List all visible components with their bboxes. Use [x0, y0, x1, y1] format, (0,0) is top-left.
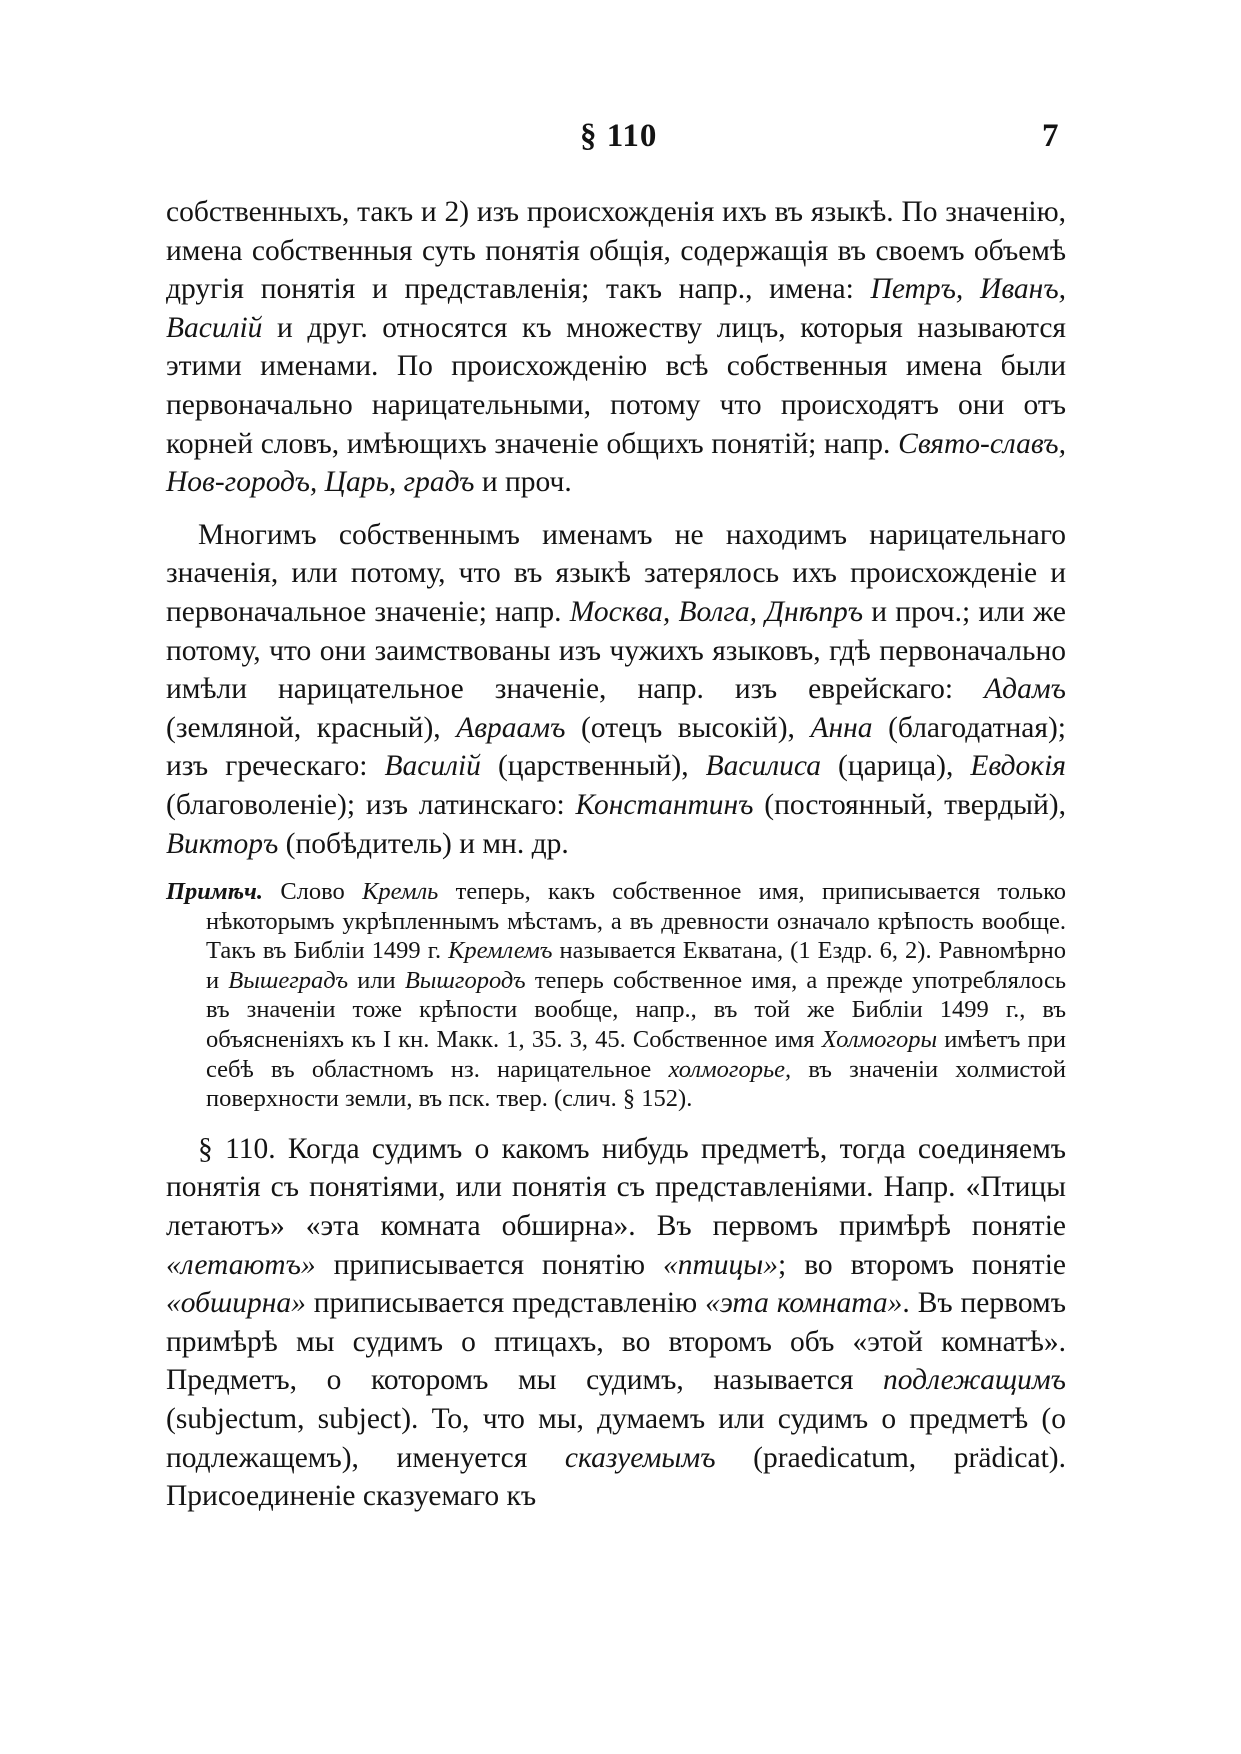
text-run: . Въ первомъ примѣрѣ мы судимъ о птицахъ, во второмъ объ «этой комнатѣ». Предметъ, о которомъ мы судимъ, называется	[166, 1287, 1066, 1397]
text-run: (отецъ высокій),	[565, 711, 811, 744]
italic-term: Василиса	[705, 750, 821, 783]
text-run: Слово	[263, 878, 363, 906]
italic-term: Василій	[384, 750, 481, 783]
text-run: называется Екватана, (1 Ездр. 6, 2). Равномѣрно и	[206, 937, 1066, 994]
text-run: теперь, какъ собственное имя, приписывается только нѣкоторымъ укрѣпленнымъ мѣстамъ, а въ древности означало крѣпость вообще. Такъ въ Библіи 1499 г.	[206, 878, 1067, 965]
running-header-section: § 110	[580, 118, 658, 154]
italic-term: Холмогоры	[821, 1026, 938, 1054]
text-run: и друг. относятся къ множеству лицъ, которыя называются этими именами. По происхожденію всѣ собственныя имена были первоначально нарицательными, потому что происходятъ они отъ корней словъ, имѣющихъ значеніе общихъ понятій; напр.	[166, 311, 1066, 460]
italic-term: Кремлемъ	[448, 937, 553, 965]
italic-term: Авраамъ	[456, 711, 566, 744]
page-number: 7	[1042, 118, 1059, 154]
text-run: или	[348, 966, 405, 994]
text-run: и проч.	[474, 466, 572, 499]
text-run: собственныхъ, такъ и 2) изъ происхожденія ихъ въ языкѣ. По значенію, имена собственныя суть понятія общія, содержащія въ своемъ объемѣ другія понятія и представленія; такъ напр., имена:	[166, 196, 1066, 306]
text-run: имѣетъ при себѣ въ областномъ нз. нарицательное	[206, 1026, 1066, 1083]
text-run: (земляной, красный),	[166, 711, 457, 744]
text-run: (praedicatum, prädicat). Присоединеніе сказуемаго къ	[166, 1441, 1066, 1513]
italic-term: Кремль	[362, 878, 439, 906]
italic-term: Москва, Волга, Днѣпръ	[569, 595, 864, 628]
italic-term: «эта комната»	[705, 1287, 903, 1320]
paragraph-section-110	[166, 1130, 1066, 1516]
italic-term: подлежащимъ	[883, 1364, 1066, 1397]
text-run: приписывается понятію	[315, 1248, 663, 1281]
text-run: (царица),	[820, 750, 971, 783]
italic-term: Петръ, Иванъ, Василій	[166, 273, 1067, 344]
note-text	[206, 878, 1066, 1112]
text-run: (subjectum, subject). То, что мы, думаемъ или судимъ о предметѣ (о подлежащемъ), именуется	[166, 1403, 1066, 1474]
italic-term: «летаютъ»	[166, 1248, 316, 1281]
text-run: приписывается представленію	[305, 1287, 706, 1320]
italic-term: Викторъ	[166, 827, 279, 860]
italic-term: холмогорье,	[668, 1055, 792, 1083]
italic-term: Вышеградъ	[228, 966, 349, 994]
text-run: въ значеніи холмистой поверхности земли, въ пск. твер. (слич. § 152).	[206, 1055, 1066, 1113]
text-run: теперь собственное имя, а прежде употреблялось въ значеніи тоже крѣпости вообще, напр., въ той же Библіи 1499 г., въ объясненіяхъ къ I кн. Макк. 1, 35. 3, 45. Собственное имя	[206, 966, 1066, 1054]
text-run: ; во второмъ понятіе	[778, 1248, 1066, 1281]
note-label: Примѣч.	[166, 878, 264, 906]
text-run: (благодатная); изъ греческаго:	[166, 711, 1066, 783]
text-run: (благоволеніе); изъ латинскаго:	[166, 788, 576, 821]
italic-term: сказуемымъ	[564, 1441, 716, 1474]
footnote-remark	[166, 877, 1066, 1114]
text-run: § 110. Когда судимъ о какомъ нибудь предметѣ, тогда соединяемъ понятія съ понятіями, или понятія съ представленіями. Напр. «Птицы летаютъ» «эта комната обширна». Въ первомъ примѣрѣ понятіе	[166, 1132, 1066, 1243]
italic-term: Свято-славъ, Нов-городъ, Царь, градъ	[166, 427, 1066, 499]
italic-term: «птицы»	[663, 1248, 779, 1281]
text-run: (царственный),	[480, 750, 706, 783]
italic-term: Адамъ	[984, 673, 1066, 706]
paragraph-borrowed-names	[166, 516, 1066, 863]
italic-term: Константинъ	[575, 788, 754, 821]
italic-term: Вышгородъ	[404, 966, 526, 994]
text-run: (постоянный, твердый),	[753, 788, 1066, 821]
body-text	[166, 193, 1066, 1516]
text-run: (побѣдитель) и мн. др.	[278, 827, 569, 860]
text-run: и проч.; или же потому, что они заимствованы изъ чужихъ языковъ, гдѣ первоначально имѣли нарицательное значеніе, напр. изъ еврейскаго:	[166, 595, 1066, 706]
italic-term: Евдокія	[970, 750, 1066, 783]
text-run: Многимъ собственнымъ именамъ не находимъ нарицательнаго значенія, или потому, что въ языкѣ затерялось ихъ происхожденіе и первоначальное значеніе; напр.	[166, 518, 1066, 628]
italic-term: «обширна»	[166, 1287, 306, 1320]
italic-term: Анна	[810, 711, 873, 744]
paragraph-proper-names-meaning	[166, 193, 1066, 502]
